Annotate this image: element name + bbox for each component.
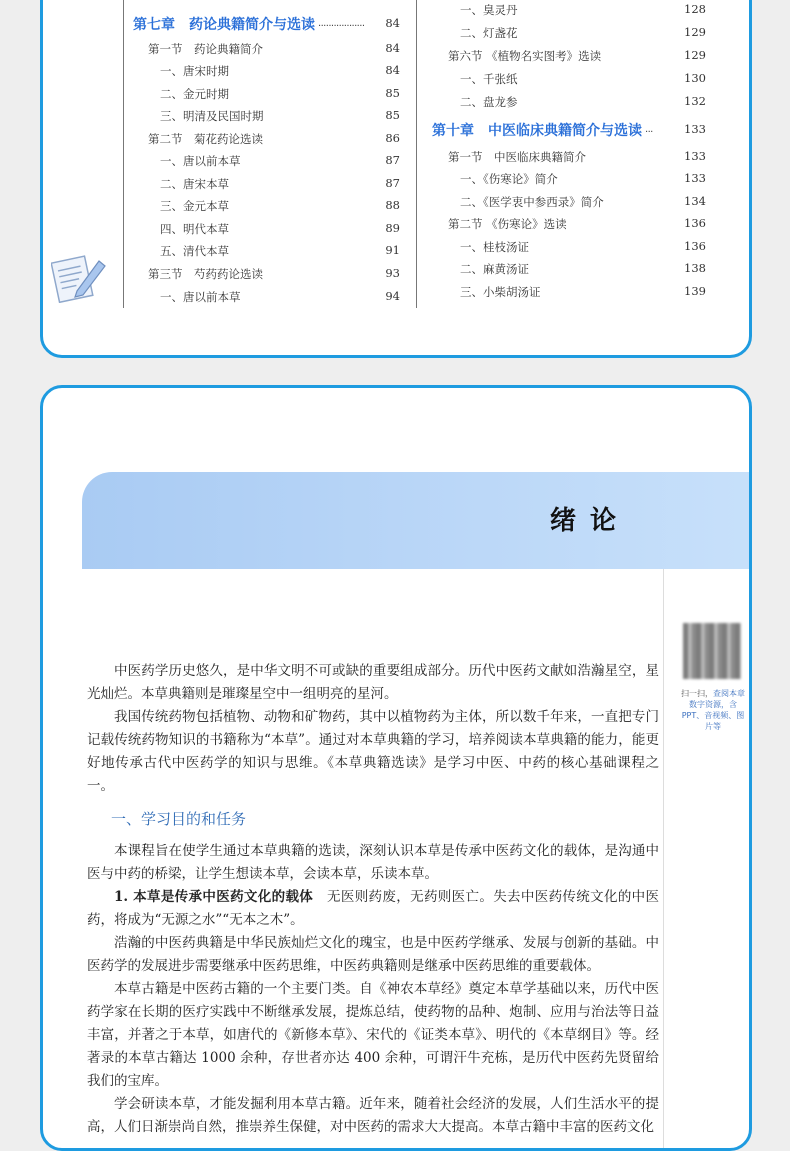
toc-entry-section: 第一节 中医临床典籍简介: [448, 150, 586, 164]
section-heading: 一、学习目的和任务: [111, 810, 247, 828]
body-text: [87, 660, 659, 1139]
paragraph: [87, 886, 659, 932]
toc-entry-item: 一、千张纸: [460, 72, 518, 86]
notes-pencil-icon: [51, 251, 107, 303]
toc-card: [40, 0, 752, 358]
paragraph: 本课程旨在使学生通过本草典籍的选读，深刻认识本草是传承中医药文化的载体，是沟通中医与中药的桥梁，让学生想读本草，会读本草，乐读本草。: [87, 843, 659, 882]
toc-entry-item: 二、《医学衷中参西录》简介: [460, 195, 604, 209]
toc-entry-section: 第二节 菊花药论选读: [148, 132, 263, 146]
toc-page-number: 136: [684, 216, 706, 230]
toc-page-number: 134: [684, 194, 706, 208]
chapter-title: 绪论: [549, 506, 630, 536]
toc-page-number: 91: [385, 243, 400, 257]
toc-column-divider: [416, 0, 417, 308]
paragraph: 浩瀚的中医药典籍是中华民族灿烂文化的瑰宝，也是中医药学继承、发展与创新的基础。中医药学的发展进步需要继承中医药思维，中医药典籍则是继承中医药思维的重要载体。: [87, 935, 659, 974]
toc-page-number: 138: [684, 261, 706, 275]
toc-entry-item: 一、桂枝汤证: [460, 240, 529, 254]
toc-entry-item: 二、麻黄汤证: [460, 262, 529, 276]
toc-page-number: 129: [684, 25, 706, 39]
toc-entry-section: 第一节 药论典籍简介: [148, 42, 263, 56]
toc-page-number: 133: [684, 149, 706, 163]
toc-entry-item: 四、明代本草: [160, 222, 229, 236]
toc-page-number: 139: [684, 284, 706, 298]
toc-page-number: 84: [385, 41, 400, 55]
toc-page-number: 84: [385, 16, 400, 30]
toc-entry-item: 三、金元本草: [160, 199, 229, 213]
toc-page-number: 136: [684, 239, 706, 253]
point-text: 无医则药废，无药则医亡。失去中医药传统文化的中医药，将成为“无源之水”“无本之木”。: [87, 889, 660, 928]
toc-leader-dots: ···: [645, 127, 653, 138]
toc-page-number: 86: [385, 131, 400, 145]
toc-page-number: 128: [684, 2, 706, 16]
toc-page-number: 94: [385, 289, 400, 303]
toc-entry-item: 二、盘龙参: [460, 95, 518, 109]
chapter-banner: [82, 472, 752, 569]
toc-page-number: 129: [684, 48, 706, 62]
toc-leader-dots: ··················: [318, 21, 365, 32]
toc-page-number: 85: [385, 108, 400, 122]
toc-entry-item: 五、清代本草: [160, 244, 229, 258]
toc-entry-section: 第六节 《植物名实图考》选读: [448, 49, 602, 63]
qr-caption: [679, 688, 747, 732]
toc-entry-item: 一、唐以前本草: [160, 290, 241, 304]
toc-entry-chapter: 第十章 中医临床典籍简介与选读 ···: [432, 123, 653, 139]
toc-page-number: 89: [385, 221, 400, 235]
toc-entry-item: 二、金元时期: [160, 87, 229, 101]
toc-page-number: 87: [385, 153, 400, 167]
toc-left-border: [123, 0, 124, 308]
paragraph: 学会研读本草，才能发掘利用本草古籍。近年来，随着社会经济的发展，人们生活水平的提高，人们日渐崇尚自然，推崇养生保健，对中医药的需求大大提高。本草古籍中丰富的医药文化: [87, 1096, 659, 1135]
toc-page-number: 133: [684, 122, 706, 136]
toc-entry-item: 一、唐宋时期: [160, 64, 229, 78]
toc-page-number: 85: [385, 86, 400, 100]
toc-page-number: 130: [684, 71, 706, 85]
toc-entry-item: 三、明清及民国时期: [160, 109, 264, 123]
qr-caption-resources: 查阅本章数字资源，含 PPT、音视频、图片等: [681, 689, 745, 731]
paragraph: 中医药学历史悠久，是中华文明不可或缺的重要组成部分。历代中医药文献如浩瀚星空，星光灿烂。本草典籍则是璀璨星空中一组明亮的星河。: [87, 663, 659, 702]
toc-page-number: 88: [385, 198, 400, 212]
qr-caption-scan: 扫一扫，: [681, 689, 713, 698]
toc-entry-section: 第二节 《伤寒论》选读: [448, 217, 567, 231]
toc-entry-section: 第三节 芍药药论选读: [148, 267, 263, 281]
toc-entry-item: 一、《伤寒论》简介: [460, 172, 558, 186]
paragraph: 本草古籍是中医药古籍的一个主要门类。自《神农本草经》奠定本草学基础以来，历代中医药学家在长期的医疗实践中不断继承发展，提炼总结，使药物的品种、炮制、应用与治法等日益丰富，并著之于本草，如唐代的《新修本草》、宋代的《证类本草》、明代的《本草纲目》等。经著录的本草古籍达 1000 余种，存世者亦达 400 余种，可谓汗牛充栋，是历代中医药先贤留给我们的宝库。: [87, 981, 659, 1089]
toc-entry-item: 三、小柴胡汤证: [460, 285, 541, 299]
toc-entry-chapter: 第七章 药论典籍简介与选读 ··················: [133, 17, 365, 33]
toc-entry-item: 二、唐宋本草: [160, 177, 229, 191]
toc-page-number: 87: [385, 176, 400, 190]
toc-page-number: 132: [684, 94, 706, 108]
qr-code[interactable]: [683, 623, 741, 679]
margin-divider: [663, 569, 664, 1151]
paragraph: 我国传统药物包括植物、动物和矿物药，其中以植物药为主体，所以数千年来，一直把专门记载传统药物知识的书籍称为“本草”。通过对本草典籍的学习，培养阅读本草典籍的能力，能更好地传承古代中医药学的知识与思维。《本草典籍选读》是学习中医、中药的核心基础课程之一。: [87, 709, 659, 794]
toc-entry-item: 一、唐以前本草: [160, 154, 241, 168]
toc-page-number: 93: [385, 266, 400, 280]
page-preview-card: [40, 385, 752, 1151]
toc-entry-item: 一、臭灵丹: [460, 3, 518, 17]
toc-entry-item: 二、灯盏花: [460, 26, 518, 40]
toc-page-number: 133: [684, 171, 706, 185]
toc-page-number: 84: [385, 63, 400, 77]
point-title: 1. 本草是传承中医药文化的载体: [114, 889, 314, 905]
